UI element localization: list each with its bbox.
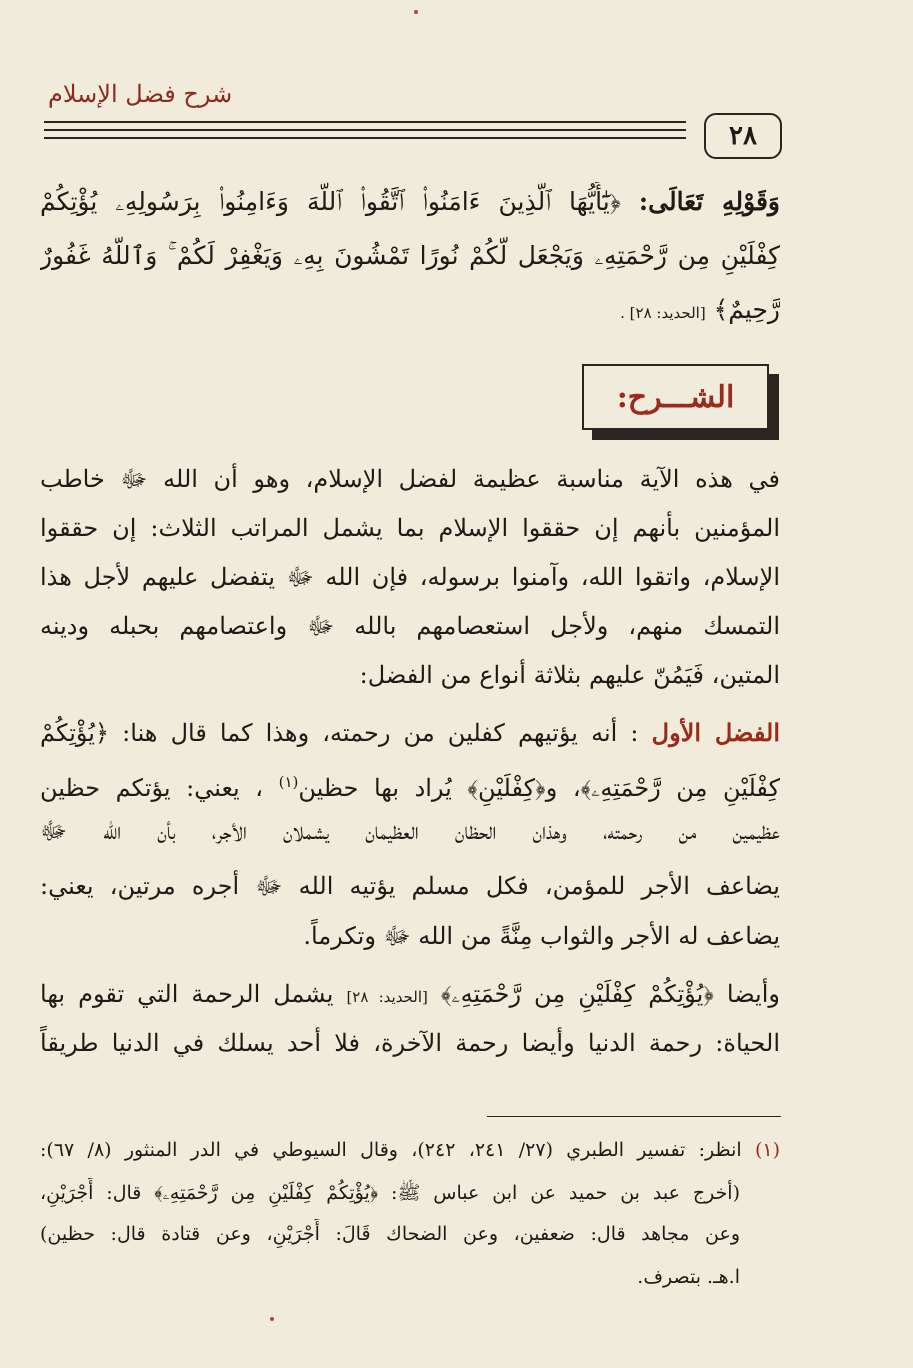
p2-line-3: عظيمين من رحمته، وهذان الحظان العظيمان يشملان الأجر، بأن الله ﷻ <box>40 817 780 845</box>
verse-text-3: رَّحِيمٌ﴾ <box>713 295 780 324</box>
footnote-number: (١) <box>754 1139 780 1161</box>
ink-speck <box>270 1317 274 1321</box>
p2-line-4: يضاعف الأجر للمؤمن، فكل مسلم يؤتيه الله ﷻ أجره مرتين، يعني: <box>40 872 780 900</box>
footnote-divider <box>487 1116 781 1117</box>
p1-line-5: المتين، فَيَمُنّ عليهم بثلاثة أنواع من الفضل: <box>359 661 780 689</box>
p3-line-2: الحياة: رحمة الدنيا وأيضا رحمة الآخرة، فلا أحد يسلك في الدنيا طريقاً <box>40 1029 780 1057</box>
header-rule-middle <box>44 129 686 131</box>
p2-line-2-text: كِفْلَيْنِ مِن رَّحْمَتِهِۦ﴾، و﴿كِفْلَيْنِ﴾ يُراد بها حظين <box>298 774 780 802</box>
p3-citation: [الحديد: ٢٨] <box>346 988 428 1006</box>
page-number: ٢٨ <box>729 121 757 151</box>
p1-line-2: المؤمنين بأنهم إن حققوا الإسلام بما يشمل المراتب الثلاث: إن حققوا <box>40 514 780 542</box>
running-title: شرح فضل الإسلام <box>48 80 233 108</box>
p2-line-5: يضاعف له الأجر والثواب مِنَّةً من الله ﷻ وتكرماً. <box>303 922 780 950</box>
p3-line-1-b: يشمل الرحمة التي تقوم بها <box>40 980 334 1008</box>
p1-line-4: التمسك منهم، ولأجل استعصامهم بالله ﷻ واعتصامهم بحبله ودينه <box>40 612 780 640</box>
p3-line-1-a: وأيضا ﴿يُؤْتِكُمْ كِفْلَيْنِ مِن رَّحْمَتِهِۦ﴾ <box>440 980 780 1008</box>
p2-line-2-rest: ، يعني: يؤتكم حظين <box>40 774 264 802</box>
verse-text-2: كِفْلَيْنِ مِن رَّحْمَتِهِۦ وَيَجْعَل لَّكُمْ نُورًا تَمْشُونَ بِهِۦ وَيَغْفِرْ لَكُمْ ۚ وَٱللَّهُ غَفُورٌ <box>40 241 780 270</box>
footnote-line-4: ا.هـ. بتصرف. <box>637 1266 740 1288</box>
p3-line-1 <box>40 974 780 1017</box>
verse-citation: [الحديد: ٢٨] . <box>620 304 706 322</box>
p2-line-2 <box>40 762 780 808</box>
verse-lead: وَقَوْلِهِ تَعَالَى: <box>638 187 780 216</box>
p2-line-1-text: : أنه يؤتيهم كفلين من رحمته، وهذا كما قال هنا: ﴿يُؤْتِكُمْ <box>40 719 639 747</box>
footnote-line-2: (أخرج عبد بن حميد عن ابن عباس ﷺ: ﴿يُؤْتِكُمْ كِفْلَيْنِ مِن رَّحْمَتِهِۦ﴾ قال: أَجْرَيْنِ، <box>40 1182 740 1204</box>
header-rule-bottom <box>44 137 686 139</box>
first-virtue-label: الفضل الأول <box>651 718 780 747</box>
verse-line-1 <box>40 182 780 222</box>
p2-line-1 <box>40 713 780 753</box>
verse-text-1: ﴿يَٰٓأَيُّهَا ٱلَّذِينَ ءَامَنُوا۟ ٱتَّقُوا۟ ٱللَّهَ وَءَامِنُوا۟ بِرَسُولِهِۦ يُؤْتِكُمْ <box>40 187 621 216</box>
footnote-text-1: انظر: تفسير الطبري (٢٧/ ٢٤١، ٢٤٢)، وقال السيوطي في الدر المنثور (٨/ ٦٧): <box>40 1139 742 1161</box>
sharh-title: الشـــرح: <box>616 379 735 415</box>
footnote-reference[interactable]: (١) <box>278 773 299 791</box>
page-number-box <box>704 113 782 159</box>
p1-line-3: الإسلام، واتقوا الله، وآمنوا برسوله، فإن الله ﷻ يتفضل عليهم لأجل هذا <box>40 563 780 591</box>
sharh-heading-box <box>582 364 769 430</box>
verse-line-3 <box>40 290 780 333</box>
footnote-line-1 <box>40 1135 780 1165</box>
ink-speck <box>414 10 418 14</box>
header-rule-top <box>44 121 686 123</box>
p1-line-1: في هذه الآية مناسبة عظيمة لفضل الإسلام، وهو أن الله ﷻ خاطب <box>40 465 780 493</box>
footnote-line-3: وعن مجاهد قال: ضعفين، وعن الضحاك قَالَ: أَجْرَيْنِ، وعن قتادة قال: حظين) <box>40 1223 740 1245</box>
verse-line-2 <box>40 236 780 276</box>
